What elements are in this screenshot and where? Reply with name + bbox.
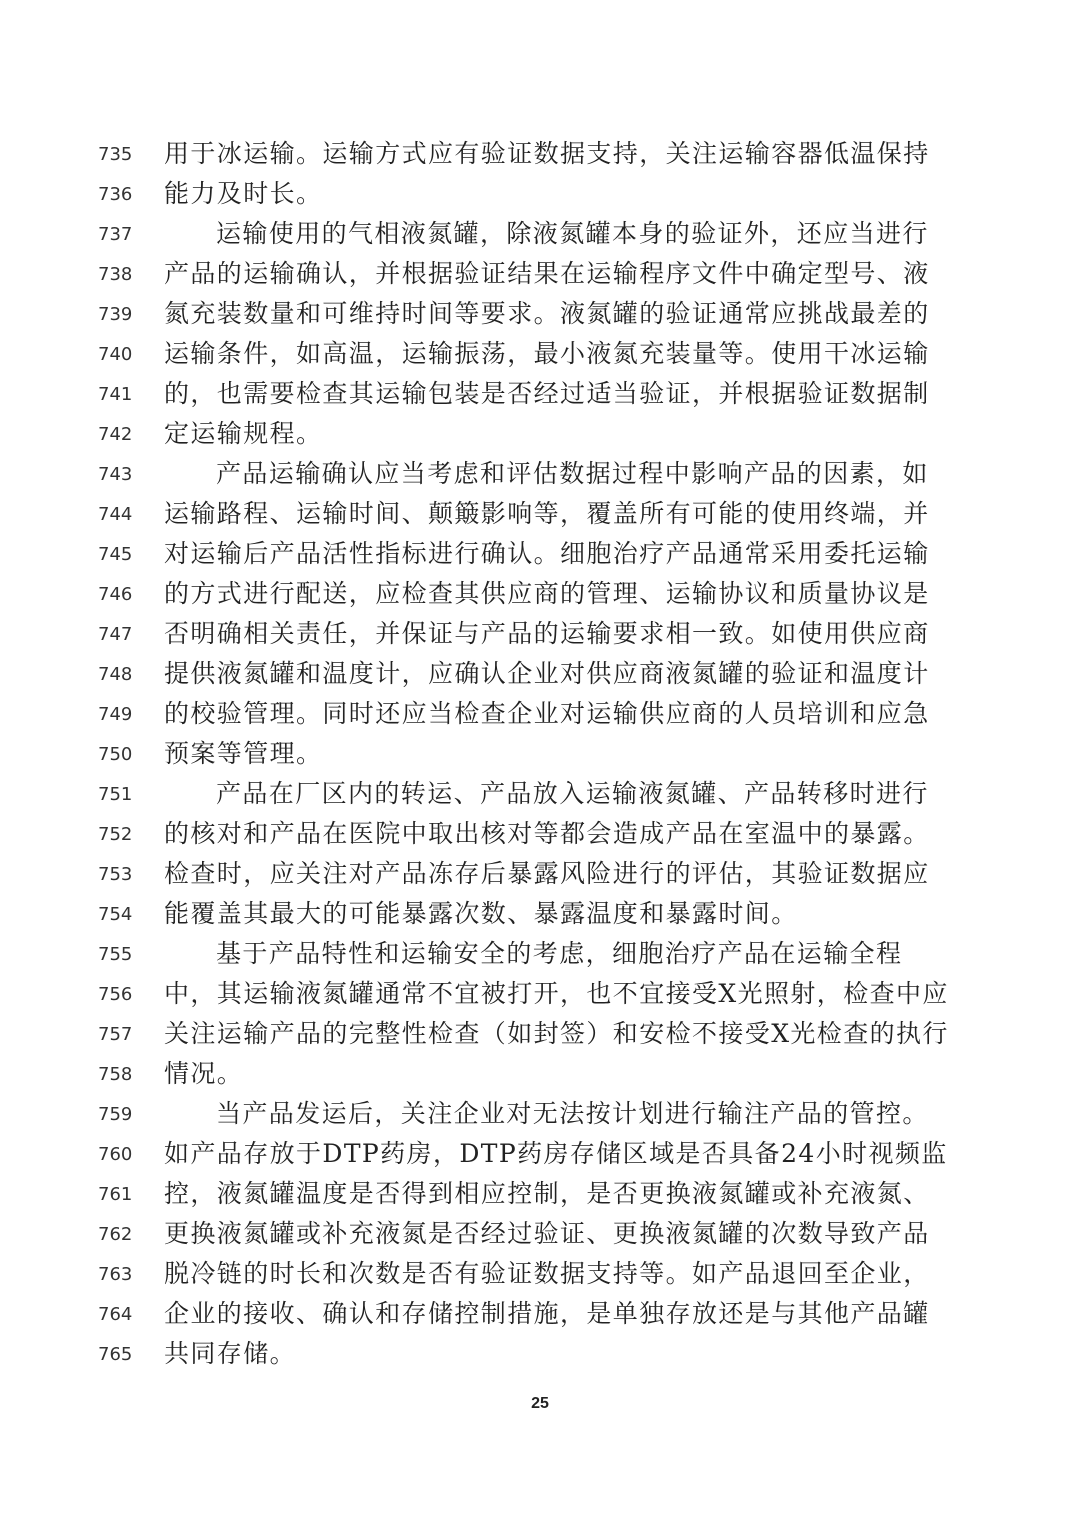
text-line (0, 214, 1080, 254)
text-line (0, 334, 1080, 374)
line-number: 759 (98, 1104, 133, 1125)
line-text: 的方式进行配送，应检查其供应商的管理、运输协议和质量协议是 (164, 579, 930, 608)
text-line (0, 374, 1080, 414)
line-text: 产品在厂区内的转运、产品放入运输液氮罐、产品转移时进行 (216, 779, 929, 808)
text-line (0, 1334, 1080, 1374)
text-line (0, 854, 1080, 894)
line-number: 750 (98, 744, 133, 765)
text-line (0, 1094, 1080, 1134)
text-line (0, 574, 1080, 614)
text-line (0, 694, 1080, 734)
line-number: 757 (98, 1024, 133, 1045)
text-line (0, 454, 1080, 494)
line-number: 739 (98, 304, 133, 325)
line-text: 能力及时长。 (164, 179, 323, 208)
text-line (0, 494, 1080, 534)
line-number: 756 (98, 984, 133, 1005)
line-number: 751 (98, 784, 133, 805)
line-number: 760 (98, 1144, 133, 1165)
line-text: 共同存储。 (164, 1339, 297, 1368)
line-text: 否明确相关责任，并保证与产品的运输要求相一致。如使用供应商 (164, 619, 930, 648)
line-text: 更换液氮罐或补充液氮是否经过验证、更换液氮罐的次数导致产品 (164, 1219, 930, 1248)
text-line (0, 174, 1080, 214)
line-number: 746 (98, 584, 133, 605)
text-line (0, 894, 1080, 934)
line-number: 742 (98, 424, 133, 445)
text-line (0, 254, 1080, 294)
text-line (0, 134, 1080, 174)
text-line (0, 974, 1080, 1014)
line-text: 控，液氮罐温度是否得到相应控制，是否更换液氮罐或补充液氮、 (164, 1179, 930, 1208)
line-text: 当产品发运后，关注企业对无法按计划进行输注产品的管控。 (216, 1099, 929, 1128)
line-number: 758 (98, 1064, 133, 1085)
line-number: 745 (98, 544, 133, 565)
line-numbered-text (0, 134, 1080, 1374)
line-number: 735 (98, 144, 133, 165)
line-text: 提供液氮罐和温度计，应确认企业对供应商液氮罐的验证和温度计 (164, 659, 930, 688)
line-text: 产品运输确认应当考虑和评估数据过程中影响产品的因素，如 (216, 459, 929, 488)
line-number: 744 (98, 504, 133, 525)
line-text: 如产品存放于DTP药房，DTP药房存储区域是否具备24小时视频监 (164, 1139, 948, 1168)
text-line (0, 934, 1080, 974)
line-number: 755 (98, 944, 133, 965)
line-text: 脱冷链的时长和次数是否有验证数据支持等。如产品退回至企业， (164, 1259, 930, 1288)
line-text: 运输使用的气相液氮罐，除液氮罐本身的验证外，还应当进行 (216, 219, 929, 248)
line-number: 761 (98, 1184, 133, 1205)
line-number: 765 (98, 1344, 133, 1365)
line-number: 747 (98, 624, 133, 645)
text-line (0, 1214, 1080, 1254)
line-number: 763 (98, 1264, 133, 1285)
line-number: 752 (98, 824, 133, 845)
line-text: 关注运输产品的完整性检查（如封签）和安检不接受X光检查的执行 (164, 1019, 949, 1048)
line-number: 740 (98, 344, 133, 365)
line-number: 764 (98, 1304, 133, 1325)
line-text: 情况。 (164, 1059, 244, 1088)
text-line (0, 774, 1080, 814)
text-line (0, 734, 1080, 774)
line-text: 运输条件，如高温，运输振荡，最小液氮充装量等。使用干冰运输 (164, 339, 930, 368)
text-line (0, 1254, 1080, 1294)
line-number: 741 (98, 384, 133, 405)
text-line (0, 1134, 1080, 1174)
line-number: 736 (98, 184, 133, 205)
text-line (0, 1174, 1080, 1214)
line-text: 的校验管理。同时还应当检查企业对运输供应商的人员培训和应急 (164, 699, 930, 728)
line-number: 762 (98, 1224, 133, 1245)
line-text: 基于产品特性和运输安全的考虑，细胞治疗产品在运输全程 (216, 939, 903, 968)
line-text: 对运输后产品活性指标进行确认。细胞治疗产品通常采用委托运输 (164, 539, 930, 568)
line-number: 754 (98, 904, 133, 925)
line-number: 753 (98, 864, 133, 885)
line-text: 预案等管理。 (164, 739, 323, 768)
line-number: 743 (98, 464, 133, 485)
text-line (0, 614, 1080, 654)
line-number: 748 (98, 664, 133, 685)
line-text: 检查时，应关注对产品冻存后暴露风险进行的评估，其验证数据应 (164, 859, 930, 888)
line-number: 737 (98, 224, 133, 245)
text-line (0, 654, 1080, 694)
line-text: 能覆盖其最大的可能暴露次数、暴露温度和暴露时间。 (164, 899, 798, 928)
line-text: 企业的接收、确认和存储控制措施，是单独存放还是与其他产品罐 (164, 1299, 930, 1328)
text-line (0, 294, 1080, 334)
line-text: 的，也需要检查其运输包装是否经过适当验证，并根据验证数据制 (164, 379, 930, 408)
line-text: 中，其运输液氮罐通常不宜被打开，也不宜接受X光照射，检查中应 (164, 979, 949, 1008)
line-text: 定运输规程。 (164, 419, 323, 448)
page-number: 25 (531, 1395, 549, 1412)
text-line (0, 1014, 1080, 1054)
line-text: 的核对和产品在医院中取出核对等都会造成产品在室温中的暴露。 (164, 819, 930, 848)
line-text: 氮充装数量和可维持时间等要求。液氮罐的验证通常应挑战最差的 (164, 299, 930, 328)
line-number: 738 (98, 264, 133, 285)
text-line (0, 1054, 1080, 1094)
text-line (0, 1294, 1080, 1334)
text-line (0, 414, 1080, 454)
line-text: 产品的运输确认，并根据验证结果在运输程序文件中确定型号、液 (164, 259, 930, 288)
text-line (0, 534, 1080, 574)
text-line (0, 814, 1080, 854)
line-text: 用于冰运输。运输方式应有验证数据支持，关注运输容器低温保持 (164, 139, 930, 168)
line-text: 运输路程、运输时间、颠簸影响等，覆盖所有可能的使用终端，并 (164, 499, 930, 528)
line-number: 749 (98, 704, 133, 725)
